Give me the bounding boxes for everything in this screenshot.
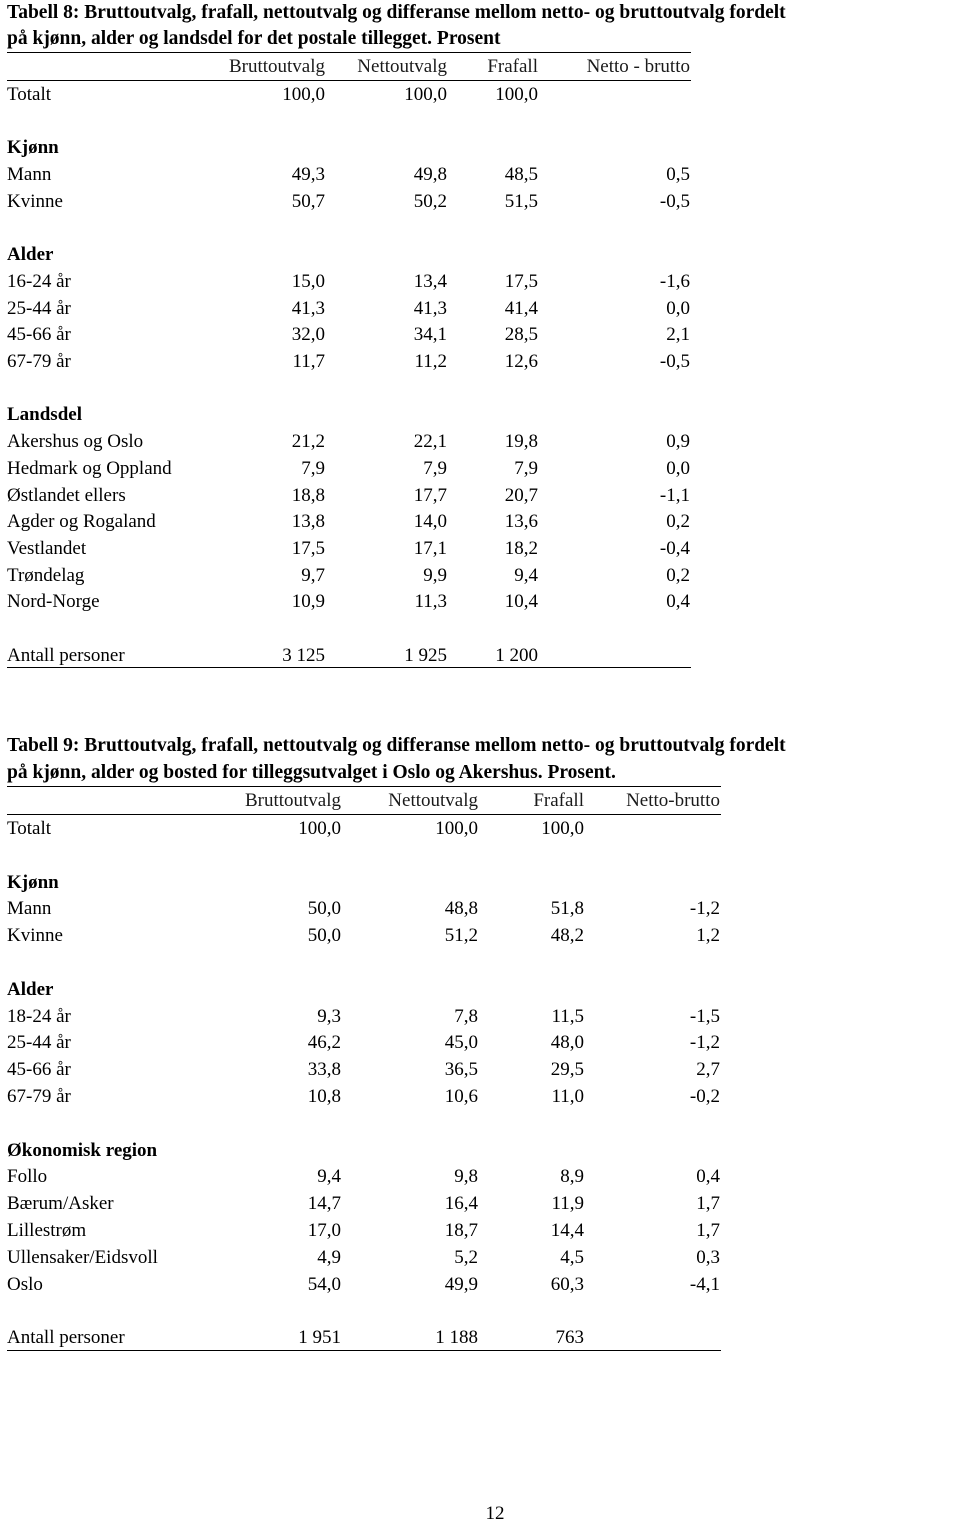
table-cell: 51,5: [504, 190, 538, 212]
column-header: Frafall: [533, 790, 584, 811]
table-cell: 8,9: [560, 1166, 584, 1188]
table-cell: 7,9: [423, 457, 447, 479]
table-cell: 41,3: [413, 297, 447, 319]
table-cell: 100,0: [282, 84, 325, 105]
table-cell: 10,8: [307, 1086, 341, 1107]
table-cell: 34,1: [413, 324, 447, 346]
table-bottom-rule: [7, 1350, 721, 1351]
row-label: 67-79 år: [7, 1086, 71, 1107]
table-row: [7, 1324, 721, 1351]
table-cell: 17,1: [413, 537, 447, 559]
table-row: [7, 562, 691, 589]
table-row: [7, 1083, 721, 1110]
table-cell: 9,8: [454, 1166, 478, 1188]
table-cell: 7,8: [454, 1005, 478, 1027]
table-cell: 18,2: [504, 537, 538, 559]
table-cell: 4,9: [317, 1246, 341, 1268]
table-row: [7, 508, 691, 535]
table-cell: 60,3: [550, 1273, 584, 1295]
table-cell: 100,0: [541, 818, 584, 839]
table-cell: 10,9: [291, 591, 325, 613]
row-label: Bærum/Asker: [7, 1193, 114, 1215]
row-label: Mann: [7, 164, 52, 186]
table-cell: 3 125: [282, 644, 325, 666]
table-row: [7, 615, 691, 642]
table-cell: 11,7: [292, 351, 325, 372]
column-header: Nettoutvalg: [357, 56, 447, 77]
table-row: [7, 642, 691, 669]
table-row: [7, 1137, 721, 1164]
row-label: Mann: [7, 898, 52, 920]
row-label: Kvinne: [7, 190, 63, 212]
table-row: [7, 949, 721, 976]
table-cell: 0,0: [666, 297, 690, 319]
row-label: 45-66 år: [7, 1059, 71, 1081]
table-cell: 11,0: [551, 1086, 584, 1107]
row-label: Nord-Norge: [7, 591, 100, 613]
table-row: [7, 134, 691, 161]
table-cell: 763: [555, 1327, 584, 1349]
column-header: Nettoutvalg: [388, 790, 478, 811]
table-cell: 32,0: [291, 324, 325, 346]
table-row: [7, 161, 691, 188]
table-cell: 0,9: [666, 431, 690, 453]
table-cell: -0,5: [659, 190, 690, 212]
table-cell: 48,0: [550, 1032, 584, 1054]
table8-caption-line1: Tabell 8: Bruttoutvalg, frafall, nettoutvalg og differanse mellom netto- og bruttoutvalg fordelt: [7, 2, 786, 23]
table-row: [7, 401, 691, 428]
table-cell: -1,2: [689, 898, 720, 920]
table-cell: 11,3: [414, 591, 447, 613]
row-label: 25-44 år: [7, 297, 71, 319]
table-row: [7, 976, 721, 1003]
table-row: [7, 895, 721, 922]
table-row: [7, 1110, 721, 1137]
table-row: [7, 321, 691, 348]
row-label: Oslo: [7, 1273, 43, 1295]
table-cell: 28,5: [504, 324, 538, 346]
table-row: [7, 295, 691, 322]
table-cell: 36,5: [444, 1059, 478, 1081]
table-cell: -1,6: [659, 270, 690, 292]
table-cell: 9,4: [514, 564, 538, 586]
table-cell: 16,4: [444, 1193, 478, 1215]
row-label: Trøndelag: [7, 564, 85, 586]
column-header: Bruttoutvalg: [228, 56, 325, 77]
row-label: Totalt: [7, 818, 52, 839]
table-cell: 22,1: [413, 431, 447, 453]
table9-caption-line1: Tabell 9: Bruttoutvalg, frafall, nettoutvalg og differanse mellom netto- og bruttoutvalg fordelt: [7, 735, 786, 756]
table-row: [7, 188, 691, 215]
table-cell: 10,4: [504, 591, 538, 613]
table-cell: 7,9: [514, 457, 538, 479]
table-cell: 10,6: [444, 1086, 478, 1107]
table-row: [7, 241, 691, 268]
table-row: [7, 1271, 721, 1298]
table-cell: 18,8: [291, 484, 325, 506]
table-cell: 1,7: [696, 1220, 720, 1241]
table-cell: 17,7: [413, 484, 447, 506]
table-cell: 14,4: [550, 1220, 584, 1241]
row-label: Antall personer: [7, 1327, 125, 1349]
table-cell: -1,5: [689, 1005, 720, 1027]
table-row: [7, 268, 691, 295]
table-cell: -1,2: [689, 1032, 720, 1054]
table-cell: 15,0: [291, 270, 325, 292]
row-label: Østlandet ellers: [7, 484, 126, 506]
table-row: [7, 1297, 721, 1324]
table-row: [7, 215, 691, 242]
table-cell: 54,0: [307, 1273, 341, 1295]
table-cell: 11,5: [551, 1005, 584, 1027]
table-cell: 19,8: [504, 431, 538, 453]
table-cell: 1,2: [696, 925, 720, 947]
table-row: [7, 1217, 721, 1244]
table-row: [7, 1029, 721, 1056]
table-cell: 12,6: [504, 351, 538, 372]
page-number: 12: [485, 1503, 505, 1524]
table-cell: -0,5: [659, 351, 690, 372]
table-cell: 51,2: [444, 925, 478, 947]
table-cell: 14,7: [307, 1193, 341, 1215]
table-cell: 48,2: [550, 925, 584, 947]
table-row: [7, 455, 691, 482]
table-cell: 33,8: [307, 1059, 341, 1081]
section-heading: Alder: [7, 244, 54, 266]
table-cell: 11,2: [414, 351, 447, 372]
table-cell: 4,5: [560, 1246, 584, 1268]
table-row: [7, 1190, 721, 1217]
table-cell: 49,9: [444, 1273, 478, 1295]
table-row: [7, 922, 721, 949]
table-cell: 46,2: [307, 1032, 341, 1054]
table-cell: 50,0: [307, 925, 341, 947]
table-cell: 2,7: [696, 1059, 720, 1081]
table-cell: 13,8: [291, 511, 325, 533]
table-cell: 48,5: [504, 164, 538, 186]
table-cell: 11,9: [551, 1193, 584, 1215]
table-row: [7, 428, 691, 455]
row-label: Kvinne: [7, 925, 63, 947]
table-bottom-rule: [7, 667, 691, 668]
row-label: Hedmark og Oppland: [7, 457, 172, 479]
table-cell: 0,4: [666, 591, 690, 613]
table-cell: 2,1: [666, 324, 690, 346]
table-cell: 100,0: [435, 818, 478, 839]
table-cell: 13,6: [504, 511, 538, 533]
table-cell: 21,2: [291, 431, 325, 453]
table-cell: 100,0: [404, 84, 447, 105]
table-row: [7, 869, 721, 896]
row-label: Akershus og Oslo: [7, 431, 144, 453]
table-cell: 29,5: [550, 1059, 584, 1081]
column-header: Netto - brutto: [586, 56, 690, 77]
row-label: 67-79 år: [7, 351, 71, 372]
table8-caption-line2: på kjønn, alder og landsdel for det postale tillegget. Prosent: [7, 28, 501, 49]
row-label: 18-24 år: [7, 1005, 71, 1027]
table-cell: 0,0: [666, 457, 690, 479]
table-row: [7, 81, 691, 108]
table-cell: 100,0: [298, 818, 341, 839]
table-cell: 20,7: [504, 484, 538, 506]
table-cell: 41,4: [504, 297, 538, 319]
table-cell: 1 188: [435, 1327, 478, 1349]
table-row: [7, 842, 721, 869]
table-cell: 1 925: [404, 644, 447, 666]
row-label: Agder og Rogaland: [7, 511, 156, 533]
row-label: Vestlandet: [7, 537, 87, 559]
table-cell: 0,2: [666, 511, 690, 533]
row-label: 16-24 år: [7, 270, 71, 292]
table-cell: 49,8: [413, 164, 447, 186]
table-cell: -0,2: [689, 1086, 720, 1107]
table-cell: 17,5: [504, 270, 538, 292]
table-cell: 9,4: [317, 1166, 341, 1188]
table-header: [7, 786, 721, 815]
table-cell: 50,2: [413, 190, 447, 212]
table-cell: 50,7: [291, 190, 325, 212]
table-row: [7, 815, 721, 842]
table-cell: 0,3: [696, 1246, 720, 1268]
section-heading: Alder: [7, 978, 54, 1000]
column-header: Bruttoutvalg: [244, 790, 341, 811]
table-cell: 13,4: [413, 270, 447, 292]
row-label: Lillestrøm: [7, 1220, 87, 1241]
section-heading: Kjønn: [7, 137, 59, 159]
table-row: [7, 482, 691, 509]
column-header: Netto-brutto: [626, 790, 720, 811]
table-header: [7, 52, 691, 81]
table-cell: 41,3: [291, 297, 325, 319]
row-label: 45-66 år: [7, 324, 71, 346]
table-cell: 1 200: [495, 644, 538, 666]
table-row: [7, 1163, 721, 1190]
table-cell: 14,0: [413, 511, 447, 533]
table-row: [7, 1003, 721, 1030]
table9-caption-line2: på kjønn, alder og bosted for tilleggsutvalget i Oslo og Akershus. Prosent.: [7, 762, 616, 783]
table-cell: 0,5: [666, 164, 690, 186]
table-cell: -0,4: [659, 537, 690, 559]
table-cell: 1 951: [298, 1327, 341, 1349]
column-header: Frafall: [487, 56, 538, 77]
table-cell: 5,2: [454, 1246, 478, 1268]
table-row: [7, 108, 691, 135]
section-heading: Landsdel: [7, 404, 82, 426]
section-heading: Kjønn: [7, 871, 59, 893]
table-row: [7, 535, 691, 562]
row-label: Ullensaker/Eidsvoll: [7, 1246, 158, 1268]
table-cell: 0,2: [666, 564, 690, 586]
table-cell: 49,3: [291, 164, 325, 186]
table-row: [7, 1244, 721, 1271]
table-cell: 45,0: [444, 1032, 478, 1054]
table-cell: 51,8: [550, 898, 584, 920]
table-cell: -1,1: [659, 484, 690, 506]
table-row: [7, 375, 691, 402]
table-cell: -4,1: [689, 1273, 720, 1295]
table-cell: 9,9: [423, 564, 447, 586]
table-cell: 1,7: [696, 1193, 720, 1215]
table-row: [7, 588, 691, 615]
table-cell: 18,7: [444, 1220, 478, 1241]
table-cell: 48,8: [444, 898, 478, 920]
row-label: Follo: [7, 1166, 48, 1188]
table-cell: 17,5: [291, 537, 325, 559]
table-cell: 17,0: [307, 1220, 341, 1241]
table-cell: 0,4: [696, 1166, 720, 1188]
row-label: 25-44 år: [7, 1032, 71, 1054]
table-row: [7, 1056, 721, 1083]
table-row: [7, 348, 691, 375]
table-cell: 9,7: [301, 564, 325, 586]
section-heading: Økonomisk region: [7, 1139, 158, 1161]
row-label: Antall personer: [7, 644, 125, 666]
row-label: Totalt: [7, 84, 52, 105]
table-cell: 7,9: [301, 457, 325, 479]
table-cell: 50,0: [307, 898, 341, 920]
table-cell: 9,3: [317, 1005, 341, 1027]
table-cell: 100,0: [495, 84, 538, 105]
